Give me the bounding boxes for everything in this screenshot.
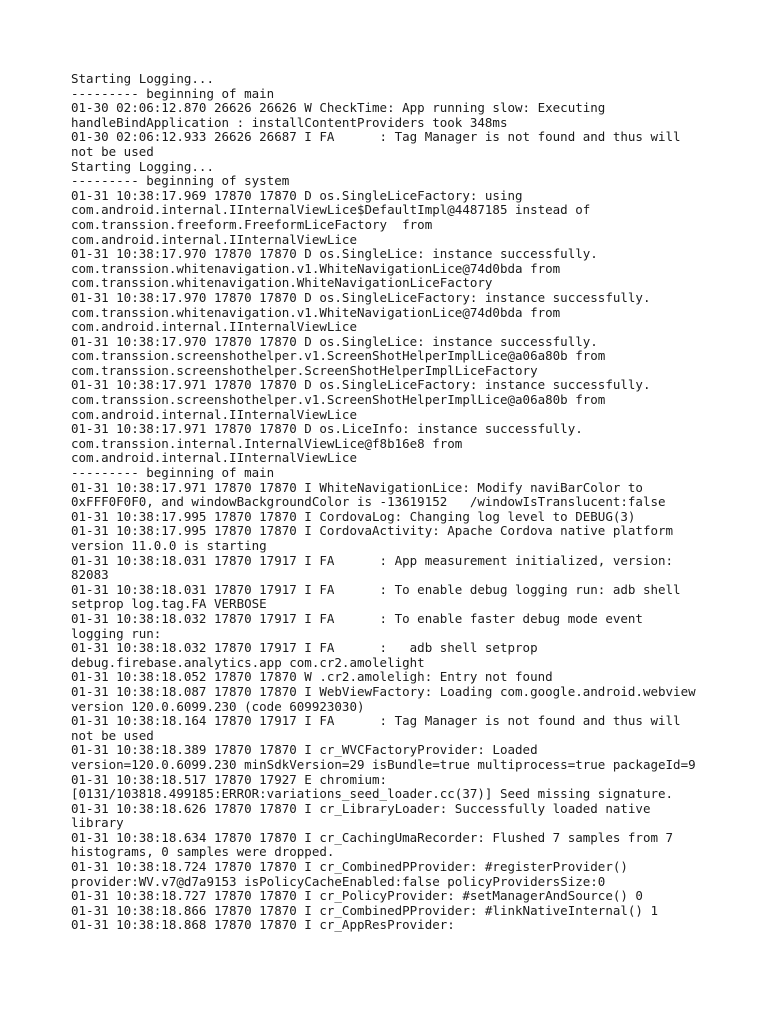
log-line: 01-31 10:38:18.389 17870 17870 I cr_WVCFactoryProvider: Loaded	[71, 743, 538, 758]
log-line: provider:WV.v7@d7a9153 isPolicyCacheEnabled:false policyProvidersSize:0	[71, 874, 606, 889]
log-line: not be used	[71, 144, 154, 159]
log-line: 01-31 10:38:18.517 17870 17927 E chromium:	[71, 772, 388, 787]
log-line: version 120.0.6099.230 (code 609923030)	[71, 699, 365, 714]
log-line: 01-31 10:38:17.970 17870 17870 D os.SingleLiceFactory: instance successfully.	[71, 290, 651, 305]
log-line: com.android.internal.IInternalViewLice$DefaultImpl@4487185 instead of	[71, 203, 591, 218]
log-line: 01-31 10:38:17.969 17870 17870 D os.SingleLiceFactory: using	[71, 188, 523, 203]
log-line: 01-31 10:38:18.031 17870 17917 I FA : To enable debug logging run: adb shell	[71, 582, 681, 597]
log-line: 01-31 10:38:18.868 17870 17870 I cr_AppResProvider:	[71, 918, 455, 933]
log-line: 01-31 10:38:18.724 17870 17870 I cr_CombinedPProvider: #registerProvider()	[71, 860, 628, 875]
log-line: com.android.internal.IInternalViewLice	[71, 451, 357, 466]
log-line: 01-31 10:38:18.087 17870 17870 I WebViewFactory: Loading com.google.android.webview	[71, 684, 696, 699]
log-line: --------- beginning of main	[71, 86, 275, 101]
log-line: 01-30 02:06:12.870 26626 26626 W CheckTime: App running slow: Executing	[71, 101, 606, 116]
log-line: version 11.0.0 is starting	[71, 539, 267, 553]
log-line: 01-31 10:38:18.866 17870 17870 I cr_CombinedPProvider: #linkNativeInternal() 1	[71, 903, 658, 918]
log-line: com.transsion.whitenavigation.v1.WhiteNavigationLice@74d0bda from	[71, 305, 561, 320]
log-line: com.transsion.whitenavigation.v1.WhiteNavigationLice@74d0bda from	[71, 261, 561, 276]
log-line: 01-31 10:38:17.970 17870 17870 D os.SingleLice: instance successfully.	[71, 247, 598, 262]
log-line: com.android.internal.IInternalViewLice	[71, 320, 357, 335]
log-line: --------- beginning of main	[71, 466, 275, 481]
log-line: --------- beginning of system	[71, 174, 290, 189]
log-line: 01-31 10:38:18.052 17870 17870 W .cr2.amoleligh: Entry not found	[71, 670, 553, 685]
log-line: 01-31 10:38:18.634 17870 17870 I cr_CachingUmaRecorder: Flushed 7 samples from 7	[71, 830, 674, 845]
log-line: com.transsion.screenshothelper.v1.ScreenShotHelperImplLice@a06a80b from	[71, 349, 606, 364]
log-line: com.android.internal.IInternalViewLice	[71, 407, 357, 422]
log-line: 01-31 10:38:17.971 17870 17870 I WhiteNavigationLice: Modify naviBarColor to	[71, 480, 643, 495]
log-line: not be used	[71, 728, 154, 743]
log-text-block	[71, 72, 711, 933]
log-line: com.transsion.whitenavigation.WhiteNavigationLiceFactory	[71, 276, 493, 291]
log-line: com.transsion.internal.InternalViewLice@f8b16e8 from	[71, 436, 463, 451]
log-line: Starting Logging...	[71, 72, 214, 86]
log-line: com.transsion.screenshothelper.ScreenShotHelperImplLiceFactory	[71, 363, 538, 378]
log-line: 01-31 10:38:18.031 17870 17917 I FA : App measurement initialized, version:	[71, 553, 674, 568]
log-line: com.transsion.freeform.FreeformLiceFactory from	[71, 217, 433, 232]
log-line: 01-31 10:38:18.626 17870 17870 I cr_LibraryLoader: Successfully loaded native	[71, 801, 651, 816]
log-line: handleBindApplication : installContentProviders took 348ms	[71, 115, 508, 130]
log-line: library	[71, 816, 124, 831]
log-line: setprop log.tag.FA VERBOSE	[71, 597, 267, 612]
log-line: histograms, 0 samples were dropped.	[71, 845, 335, 860]
log-line: 01-31 10:38:17.995 17870 17870 I CordovaActivity: Apache Cordova native platform	[71, 524, 674, 539]
log-line: logging run:	[71, 626, 162, 641]
log-line: 01-31 10:38:18.032 17870 17917 I FA : To enable faster debug mode event	[71, 611, 643, 626]
log-line: version=120.0.6099.230 minSdkVersion=29 isBundle=true multiprocess=true packageId=9	[71, 757, 696, 772]
log-line: 0xFFF0F0F0, and windowBackgroundColor is -13619152 /windowIsTranslucent:false	[71, 495, 666, 510]
log-line: 01-31 10:38:17.970 17870 17870 D os.SingleLice: instance successfully.	[71, 334, 598, 349]
log-line: 82083	[71, 568, 109, 583]
log-line: Starting Logging...	[71, 159, 214, 174]
log-line: 01-31 10:38:17.971 17870 17870 D os.LiceInfo: instance successfully.	[71, 422, 583, 437]
log-line: 01-30 02:06:12.933 26626 26687 I FA : Tag Manager is not found and thus will	[71, 130, 681, 145]
log-line: 01-31 10:38:17.995 17870 17870 I CordovaLog: Changing log level to DEBUG(3)	[71, 509, 636, 524]
log-line: debug.firebase.analytics.app com.cr2.amolelight	[71, 655, 425, 670]
log-line: com.android.internal.IInternalViewLice	[71, 232, 357, 247]
log-line: 01-31 10:38:17.971 17870 17870 D os.SingleLiceFactory: instance successfully.	[71, 378, 651, 393]
log-line: 01-31 10:38:18.727 17870 17870 I cr_PolicyProvider: #setManagerAndSource() 0	[71, 889, 643, 904]
log-line: [0131/103818.499185:ERROR:variations_seed_loader.cc(37)] Seed missing signature.	[71, 787, 674, 802]
log-line: 01-31 10:38:18.164 17870 17917 I FA : Tag Manager is not found and thus will	[71, 714, 681, 729]
log-line: com.transsion.screenshothelper.v1.ScreenShotHelperImplLice@a06a80b from	[71, 393, 606, 408]
log-line: 01-31 10:38:18.032 17870 17917 I FA : adb shell setprop	[71, 641, 538, 656]
